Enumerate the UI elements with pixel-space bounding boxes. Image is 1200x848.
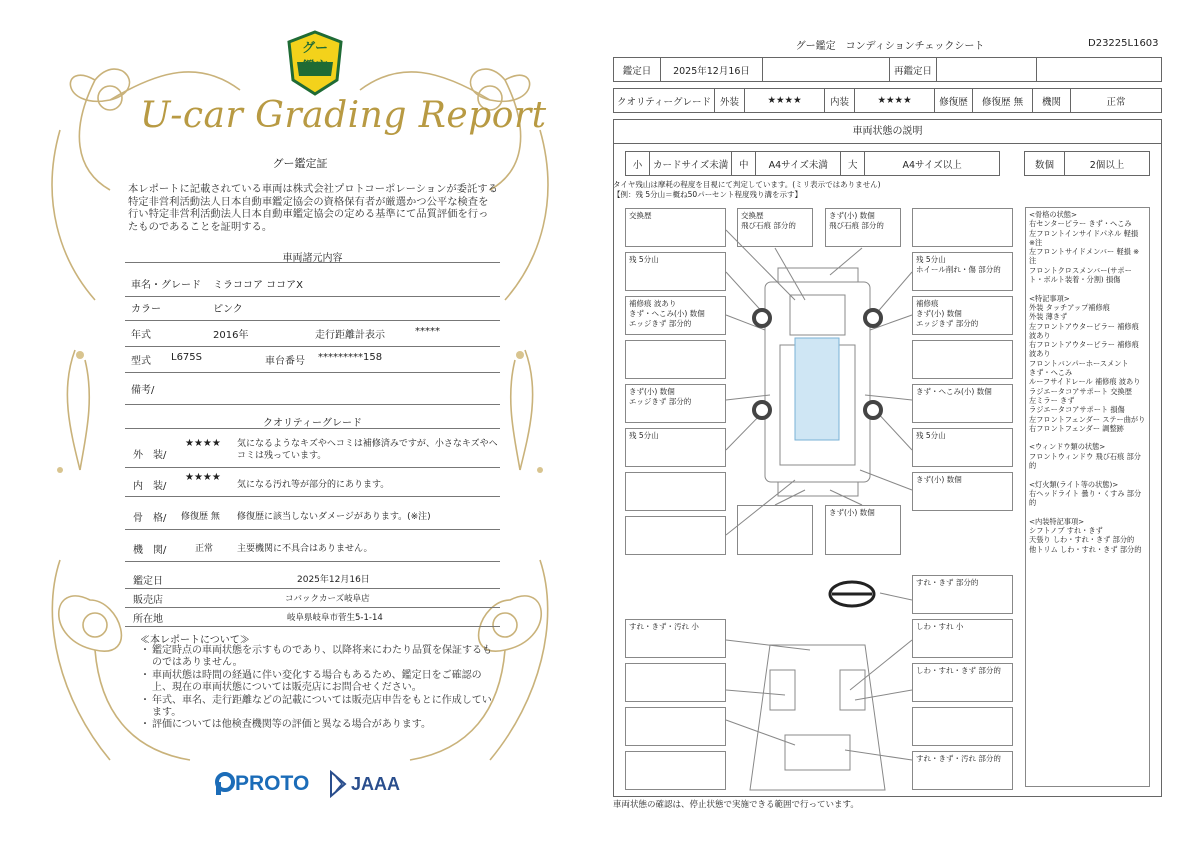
- reinspect-value: [937, 58, 1037, 82]
- count-legend-table: [1024, 151, 1150, 176]
- reinspect-label: 再鑑定日: [890, 58, 937, 82]
- about-item: ・ 年式、車名、走行距離などの記載については販売店申告をもとに作成しています。: [140, 695, 500, 720]
- condition-box: [737, 505, 813, 555]
- jaaa-logo-icon: [327, 770, 349, 798]
- size-legend-table: [625, 151, 1000, 176]
- engine-label: 機関: [1033, 89, 1071, 113]
- quality-header: クオリティーグレード: [263, 418, 362, 429]
- address-row: [125, 608, 500, 627]
- condition-box: 補修痕 波あり きず・へこみ(小) 数個 エッジきず 部分的: [625, 296, 726, 335]
- special-notes-panel: <骨格の状態> 右センターピラー きず・へこみ 左フロントインサイドパネル 軽損 ※注 左フロントサイドメンバー 軽損 ※注 フロントクロスメンバー(サポート・ボルト装着・分割) 損傷 <特記事項> 外装 タッチアップ補修痕 外装 薄きず 左フロントアウターピラー 補修痕 波あり 右フロントアウターピラー 補修痕 波あり フロントバンパーホースメント きず・へこみ ルーフサイドレール 補修痕 波あり ラジエータコアサポート 交換歴 左ミラー きず ラジエータコアサポート 損傷 左フロントフェンダー ステー曲がり 右フロントフェンダー 調整跡 <ウィンドウ類の状態> フロントウィンドウ 飛び石痕 部分的 <灯火類(ライト等の状態)> 右ヘッドライト 曇り・くすみ 部分的 <内装特記事項> シフトノブ すれ・きず 天張り しわ・すれ・きず 部分的 他トリム しわ・すれ・きず 部分的: [1025, 207, 1150, 787]
- report-title: U-car Grading Report: [140, 95, 547, 136]
- condition-box: 補修痕 きず(小) 数個 エッジきず 部分的: [912, 296, 1013, 335]
- proto-logo-icon: [215, 772, 235, 796]
- address-value: 岐阜県岐阜市菅生5-1-14: [287, 613, 383, 623]
- exterior-stars: ★★★★: [185, 438, 221, 449]
- logo-bar: [215, 770, 415, 800]
- size-small-desc: カードサイズ未満: [650, 152, 732, 176]
- repair-label: 修復歴: [935, 89, 973, 113]
- engine-label: 機 関/: [133, 545, 167, 556]
- condition-box: すれ・きず・汚れ 小: [625, 619, 726, 658]
- interior-description: 気になる汚れ等が部分的にあります。: [237, 480, 390, 490]
- inspect-date-value: 2025年12月16日: [661, 58, 763, 82]
- count-desc: 2個以上: [1065, 152, 1150, 176]
- shop-value: コバックカーズ岐阜店: [285, 594, 370, 604]
- about-item: ・ 鑑定時点の車両状態を示すものであり、以降将来にわたり品質を保証するものではありません。: [140, 645, 500, 670]
- color-value: ピンク: [213, 304, 243, 315]
- color-label: カラー: [131, 304, 161, 315]
- jaaa-logo-text: JAAA: [351, 774, 401, 794]
- blank-cell: [763, 58, 890, 82]
- car-name-label: 車名・グレード: [131, 280, 201, 291]
- size-mid-desc: A4サイズ未満: [756, 152, 841, 176]
- size-mid: 中: [732, 152, 756, 176]
- year-label: 年式: [131, 330, 151, 341]
- address-label: 所在地: [133, 614, 163, 625]
- interior-row: [125, 472, 500, 497]
- int-stars: ★★★★: [855, 89, 935, 113]
- condition-box: きず・へこみ(小) 数個: [912, 384, 1013, 423]
- car-name-row: [125, 276, 500, 297]
- condition-box: 交換歴 飛び石痕 部分的: [737, 208, 813, 247]
- shop-row: [125, 589, 500, 608]
- date-value: 2025年12月16日: [297, 575, 370, 585]
- condition-box: 残 5分山 ホイール削れ・傷 部分的: [912, 252, 1013, 291]
- ext-label: 外装: [715, 89, 745, 113]
- quality-grade-table: [613, 88, 1162, 113]
- grade-label: クオリティーグレード: [614, 89, 715, 113]
- size-large-desc: A4サイズ以上: [865, 152, 1000, 176]
- model-label: 型式: [131, 356, 151, 367]
- condition-box: きず(小) 数個: [912, 472, 1013, 511]
- shop-label: 販売店: [133, 595, 163, 606]
- diagram-title: 車両状態の説明: [613, 119, 1162, 144]
- tire-legend-line: 【例：残 5分山＝概ね50パーセント程度残り溝を示す】: [613, 190, 803, 199]
- condition-box: [625, 707, 726, 746]
- size-large: 大: [841, 152, 865, 176]
- certificate-title: グー鑑定証: [272, 157, 328, 170]
- repair-value: 修復歴 無: [973, 89, 1033, 113]
- condition-box: しわ・すれ・きず 部分的: [912, 663, 1013, 702]
- document-id: D23225L1603: [1088, 38, 1159, 49]
- condition-box: [625, 472, 726, 511]
- model-value: L675S: [171, 352, 203, 363]
- condition-box: すれ・きず 部分的: [912, 575, 1013, 614]
- inspect-date-label: 鑑定日: [614, 58, 661, 82]
- condition-box: 残 5分山: [912, 428, 1013, 467]
- condition-box: [625, 751, 726, 790]
- condition-box: [625, 516, 726, 555]
- condition-box: きず(小) 数個 飛び石痕 部分的: [825, 208, 901, 247]
- about-item: ・ 評価については他検査機関等の評価と異なる場合があります。: [140, 719, 500, 731]
- sheet-title: グー鑑定 コンディションチェックシート: [795, 41, 985, 52]
- badge-text: グー鑑定: [301, 41, 328, 75]
- date-label: 鑑定日: [133, 576, 163, 587]
- certificate-statement: 本レポートに記載されている車両は株式会社プロトコーポレーションが委託する特定非営利活動法人日本自動車鑑定協会の資格保有者が厳選かつ公平な検査を行い特定非営利活動法人日本自動車鑑定協会の定める基準にて品質評価を行ったものであることを証明する。: [128, 183, 498, 233]
- int-label: 内装: [825, 89, 855, 113]
- condition-box: [625, 340, 726, 379]
- condition-box: きず(小) 数個 エッジきず 部分的: [625, 384, 726, 423]
- size-small: 小: [626, 152, 650, 176]
- interior-stars: ★★★★: [185, 472, 221, 483]
- count-label: 数個: [1025, 152, 1065, 176]
- tire-legend-note: [613, 180, 881, 200]
- ext-stars: ★★★★: [745, 89, 825, 113]
- about-report-heading: ≪本レポートについて≫: [140, 635, 250, 646]
- condition-box: [625, 663, 726, 702]
- condition-box: [912, 707, 1013, 746]
- chassis-value: *********158: [318, 352, 383, 363]
- about-report-list: [140, 645, 500, 732]
- condition-box: [912, 208, 1013, 247]
- mileage-value: *****: [415, 326, 440, 337]
- exterior-description: 気になるようなキズやヘコミは補修済みですが、小さなキズやヘコミは残っています。: [237, 439, 498, 461]
- chassis-label: 車台番号: [265, 356, 305, 367]
- specs-header: 車両諸元内容: [282, 253, 343, 264]
- date-row: [125, 569, 500, 589]
- condition-check-sheet: [600, 0, 1200, 848]
- interior-label: 内 装/: [133, 481, 167, 492]
- condition-box: しわ・すれ 小: [912, 619, 1013, 658]
- remarks-label: 備考/: [131, 385, 155, 396]
- condition-box: [912, 340, 1013, 379]
- frame-value: 修復歴 無: [181, 512, 220, 522]
- engine-value: 正常: [1071, 89, 1162, 113]
- condition-box: 残 5分山: [625, 252, 726, 291]
- condition-box: すれ・きず・汚れ 部分的: [912, 751, 1013, 790]
- divider: [125, 428, 500, 429]
- engine-value: 正常: [195, 544, 214, 554]
- year-row: [125, 326, 500, 347]
- condition-box: 残 5分山: [625, 428, 726, 467]
- model-row: [125, 352, 500, 373]
- engine-description: 主要機関に不具合はありません。: [237, 544, 373, 554]
- engine-row: [125, 537, 500, 562]
- proto-logo-text: PROTO: [235, 772, 310, 795]
- inspection-date-table: [613, 57, 1162, 82]
- tire-legend-line: タイヤ残山は摩耗の程度を目視にて判定しています。(ミリ表示ではありません): [613, 180, 881, 189]
- frame-description: 修復歴に該当しないダメージがあります。(※注): [237, 512, 431, 522]
- blank-cell: [1037, 58, 1162, 82]
- exterior-label: 外 装/: [133, 450, 167, 461]
- condition-box: きず(小) 数個: [825, 505, 901, 555]
- mileage-label: 走行距離計表示: [315, 330, 385, 341]
- car-name-value: ミラココア ココアX: [213, 280, 304, 291]
- condition-box: 交換歴: [625, 208, 726, 247]
- frame-row: [125, 505, 500, 530]
- about-item: ・ 車両状態は時間の経過に伴い変化する場合もあるため、鑑定日をご確認の上、現在の車両状態については販売店にお問合せください。: [140, 670, 500, 695]
- color-row: [125, 300, 500, 321]
- frame-label: 骨 格/: [133, 513, 167, 524]
- exterior-row: [125, 436, 500, 468]
- footer-note: 車両状態の確認は、停止状態で実施できる範囲で行っています。: [613, 800, 859, 810]
- year-value: 2016年: [213, 330, 249, 341]
- divider: [125, 262, 500, 263]
- remarks-row: [125, 381, 500, 405]
